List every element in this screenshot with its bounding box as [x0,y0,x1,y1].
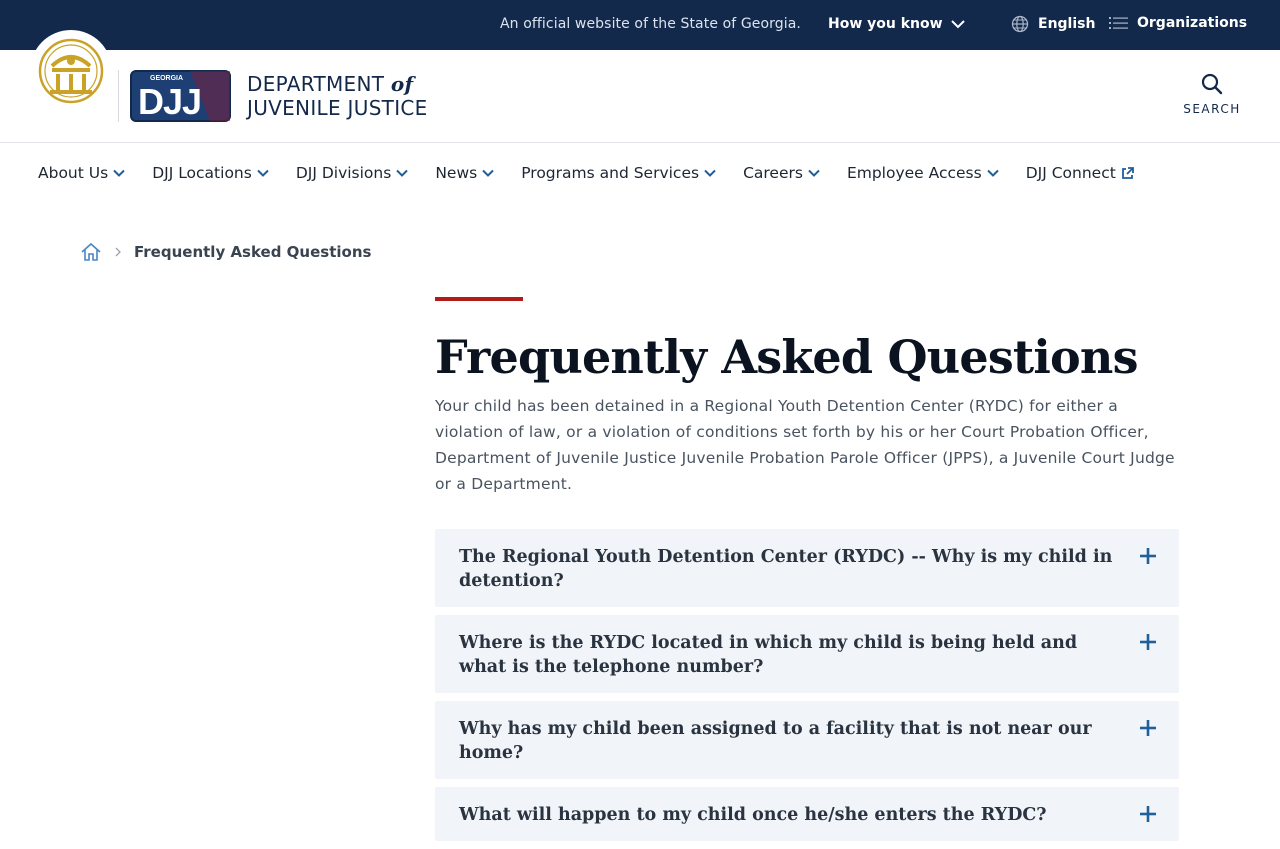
plus-icon [1139,547,1157,565]
plus-icon [1139,719,1157,737]
language-label: English [1038,16,1096,32]
logo-badge-text: DJJ [138,81,202,122]
logo-badge-top: GEORGIA [150,75,184,82]
home-icon[interactable] [80,241,102,263]
faq-question: The Regional Youth Detention Center (RYDC) -- Why is my child in detention? [459,547,1113,591]
how-you-know-toggle[interactable] [828,16,965,32]
plus-icon [1139,633,1157,651]
georgia-seal-icon [30,30,112,112]
department-name[interactable] [247,72,428,120]
nav-item-programs-and-services[interactable] [521,164,716,182]
title-accent-bar [435,297,523,301]
nav-item-djj-connect[interactable] [1026,164,1134,182]
plus-icon [1139,805,1157,823]
dept-line2: JUVENILE JUSTICE [247,96,428,120]
nav-item-label: DJJ Locations [152,164,252,182]
faq-item[interactable] [435,787,1179,841]
nav-item-label: DJJ Divisions [295,164,392,182]
chevron-right-icon [114,247,122,257]
faq-accordion [435,529,1179,849]
globe-icon [1011,15,1029,33]
chevron-down-icon [113,169,125,177]
faq-question: Why has my child been assigned to a facility that is not near our home? [459,719,1092,763]
organizations-menu[interactable] [1109,15,1247,31]
chevron-down-icon [396,169,408,177]
nav-item-label: Programs and Services [521,164,700,182]
official-site-text: An official website of the State of Georgia. [500,16,801,32]
faq-question: Where is the RYDC located in which my child is being held and what is the telephone number? [459,633,1078,677]
chevron-down-icon [951,19,965,29]
organizations-label: Organizations [1137,15,1248,31]
faq-item[interactable] [435,615,1179,693]
dept-line1: DEPARTMENT [247,72,385,96]
breadcrumb-current: Frequently Asked Questions [134,243,372,261]
search-icon [1200,72,1224,96]
nav-item-label: Employee Access [846,164,982,182]
page-title: Frequently Asked Questions [435,330,1138,384]
language-selector[interactable] [1011,15,1095,33]
nav-item-label: Careers [743,164,803,182]
chevron-down-icon [704,169,716,177]
dept-of: of [390,72,414,96]
chevron-down-icon [257,169,269,177]
intro-paragraph: Your child has been detained in a Regional Youth Detention Center (RYDC) for either a violation of law, or a violation of conditions set forth by his or her Court Probation Officer, Department of Juvenile Justice Juvenile Probation Parole Officer (JPPS), a Juvenile Court Judge or a Department. [435,397,1175,493]
list-icon [1109,15,1128,31]
nav-item-news[interactable] [435,164,494,182]
external-link-icon [1121,167,1134,180]
how-you-know-label: How you know [828,16,943,32]
breadcrumb [80,241,371,263]
gov-banner [0,0,1280,50]
georgia-seal[interactable] [30,30,112,112]
nav-item-djj-divisions[interactable] [296,164,409,182]
search-label: SEARCH [1183,102,1241,116]
faq-item[interactable] [435,529,1179,607]
nav-item-label: About Us [38,164,109,182]
chevron-down-icon [808,169,820,177]
nav-item-careers[interactable] [743,164,820,182]
nav-item-djj-locations[interactable] [152,164,269,182]
search-button[interactable] [1180,72,1244,116]
nav-item-employee-access[interactable] [847,164,999,182]
site-header [0,50,1280,143]
nav-item-about-us[interactable] [38,164,125,182]
faq-item[interactable] [435,701,1179,779]
nav-item-label: DJJ Connect [1025,164,1116,182]
nav-item-label: News [435,164,478,182]
main-nav [0,143,1280,205]
chevron-down-icon [987,169,999,177]
djj-logo[interactable] [130,70,231,122]
logo-divider [118,70,119,122]
chevron-down-icon [482,169,494,177]
faq-question: What will happen to my child once he/she enters the RYDC? [459,805,1047,825]
